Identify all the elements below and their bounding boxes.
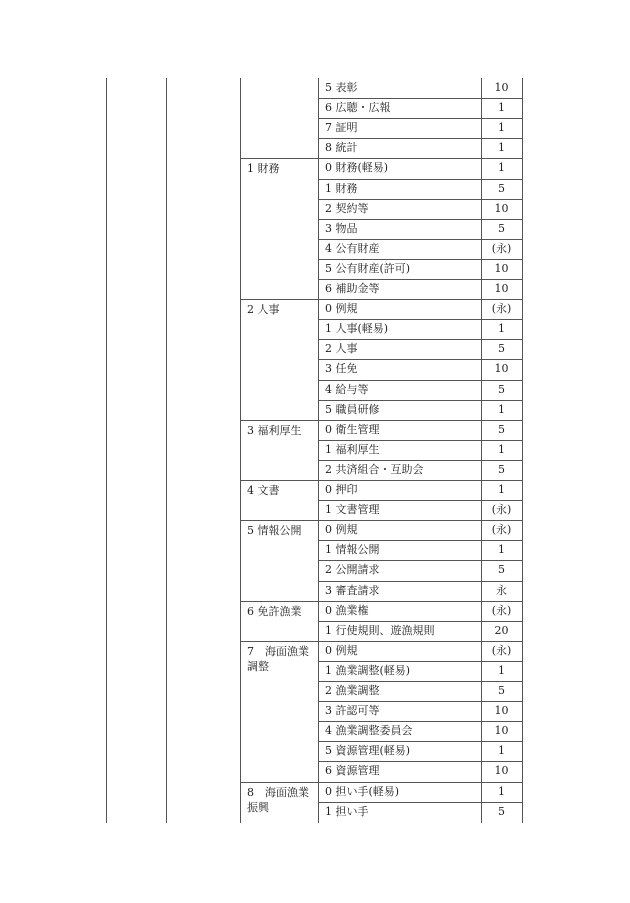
row-divider bbox=[318, 621, 522, 622]
row-divider bbox=[318, 500, 522, 501]
category-label: 8 海面漁業 bbox=[247, 785, 309, 799]
retention-years: 5 bbox=[498, 382, 505, 396]
retention-years: 1 bbox=[498, 744, 505, 758]
row-divider bbox=[318, 581, 522, 582]
item-label: 3 許認可等 bbox=[325, 704, 380, 718]
retention-years: 5 bbox=[498, 342, 505, 356]
item-label: 1 人事(軽易) bbox=[325, 322, 389, 336]
row-divider bbox=[318, 380, 522, 381]
item-label: 1 財務 bbox=[325, 181, 358, 195]
retention-years: 1 bbox=[498, 121, 505, 135]
retention-years: 10 bbox=[494, 704, 509, 718]
group-divider bbox=[240, 601, 522, 602]
category-label: 振興 bbox=[247, 800, 269, 814]
group-divider bbox=[240, 520, 522, 521]
item-label: 5 表彰 bbox=[325, 81, 358, 94]
retention-years: 10 bbox=[494, 282, 509, 295]
item-label: 0 漁業権 bbox=[325, 603, 369, 617]
item-label: 8 統計 bbox=[325, 141, 358, 155]
row-divider bbox=[318, 661, 522, 662]
item-label: 4 給与等 bbox=[325, 382, 369, 396]
item-label: 0 衛生管理 bbox=[325, 422, 380, 436]
category-label: 7 海面漁業 bbox=[247, 644, 309, 658]
retention-years: 1 bbox=[498, 784, 505, 798]
row-divider bbox=[318, 741, 522, 742]
item-label: 2 共済組合・互助会 bbox=[325, 462, 424, 476]
row-divider bbox=[318, 701, 522, 702]
retention-years: 1 bbox=[498, 663, 505, 677]
retention-years: 5 bbox=[498, 462, 505, 476]
retention-years: 10 bbox=[494, 201, 509, 215]
row-divider bbox=[318, 359, 522, 360]
item-label: 1 文書管理 bbox=[325, 503, 380, 517]
row-divider bbox=[318, 339, 522, 340]
item-label: 3 物品 bbox=[325, 221, 358, 235]
row-divider bbox=[318, 179, 522, 180]
retention-years: (永) bbox=[491, 241, 512, 255]
row-divider bbox=[318, 279, 522, 280]
item-label: 4 漁業調整委員会 bbox=[325, 724, 413, 738]
retention-years: (永) bbox=[491, 603, 512, 617]
row-divider bbox=[318, 138, 522, 139]
row-divider bbox=[318, 802, 522, 803]
item-label: 0 例規 bbox=[325, 643, 358, 657]
row-divider bbox=[318, 540, 522, 541]
item-label: 1 担い手 bbox=[325, 804, 369, 818]
column-rule bbox=[240, 78, 241, 823]
group-divider bbox=[240, 299, 522, 300]
group-divider bbox=[240, 641, 522, 642]
row-divider bbox=[318, 239, 522, 240]
column-rule bbox=[522, 78, 523, 823]
row-divider bbox=[318, 199, 522, 200]
retention-years: 10 bbox=[494, 362, 509, 376]
column-rule bbox=[106, 78, 107, 823]
item-label: 5 職員研修 bbox=[325, 402, 380, 416]
retention-years: (永) bbox=[491, 523, 512, 537]
item-label: 3 任免 bbox=[325, 362, 358, 376]
category-label: 6 免許漁業 bbox=[247, 604, 302, 618]
retention-years: 5 bbox=[498, 221, 505, 235]
row-divider bbox=[318, 98, 522, 99]
retention-years: 5 bbox=[498, 422, 505, 436]
item-label: 2 契約等 bbox=[325, 201, 369, 215]
category-label: 3 福利厚生 bbox=[247, 423, 302, 437]
category-label: 4 文書 bbox=[247, 484, 280, 497]
category-label: 調整 bbox=[247, 659, 269, 673]
retention-years: (永) bbox=[491, 503, 512, 517]
item-label: 4 公有財産 bbox=[325, 241, 380, 255]
column-rule bbox=[166, 78, 167, 823]
retention-years: 1 bbox=[498, 543, 505, 557]
retention-years: 1 bbox=[498, 322, 505, 336]
row-divider bbox=[318, 460, 522, 461]
item-label: 7 証明 bbox=[325, 121, 358, 135]
item-label: 5 資源管理(軽易) bbox=[325, 744, 411, 758]
retention-years: 5 bbox=[498, 563, 505, 577]
row-divider bbox=[318, 118, 522, 119]
row-divider bbox=[318, 259, 522, 260]
item-label: 0 担い手(軽易) bbox=[325, 784, 400, 798]
item-label: 6 資源管理 bbox=[325, 764, 380, 778]
retention-years: 1 bbox=[498, 402, 505, 416]
retention-years: 1 bbox=[498, 483, 505, 496]
retention-years: 1 bbox=[498, 442, 505, 456]
item-label: 0 例規 bbox=[325, 302, 358, 316]
retention-years: 1 bbox=[498, 141, 505, 155]
row-divider bbox=[318, 440, 522, 441]
category-label: 5 情報公開 bbox=[247, 524, 302, 538]
item-label: 1 福利厚生 bbox=[325, 442, 380, 456]
item-label: 6 広聴・広報 bbox=[325, 101, 391, 115]
retention-years: 1 bbox=[498, 161, 505, 175]
item-label: 0 財務(軽易) bbox=[325, 161, 389, 175]
row-divider bbox=[318, 560, 522, 561]
item-label: 2 漁業調整 bbox=[325, 684, 380, 697]
retention-years: 10 bbox=[494, 261, 509, 275]
item-label: 2 公開請求 bbox=[325, 563, 380, 577]
item-label: 1 情報公開 bbox=[325, 543, 380, 557]
row-divider bbox=[318, 721, 522, 722]
row-divider bbox=[318, 400, 522, 401]
retention-years: 5 bbox=[498, 804, 505, 818]
retention-years: (永) bbox=[491, 643, 512, 657]
item-label: 0 例規 bbox=[325, 523, 358, 537]
item-label: 5 公有財産(許可) bbox=[325, 261, 411, 275]
retention-years: 5 bbox=[498, 684, 505, 697]
category-label: 1 財務 bbox=[247, 162, 280, 176]
item-label: 3 審査請求 bbox=[325, 583, 380, 597]
group-divider bbox=[240, 782, 522, 783]
item-label: 1 漁業調整(軽易) bbox=[325, 663, 411, 677]
retention-years: (永) bbox=[491, 302, 512, 316]
item-label: 1 行使規則、遊漁規則 bbox=[325, 623, 435, 637]
row-divider bbox=[318, 761, 522, 762]
row-divider bbox=[318, 681, 522, 682]
retention-years: 20 bbox=[494, 623, 509, 637]
retention-years: 永 bbox=[496, 583, 507, 597]
item-label: 0 押印 bbox=[325, 483, 358, 496]
retention-years: 5 bbox=[498, 181, 505, 195]
item-label: 6 補助金等 bbox=[325, 282, 380, 295]
column-rule bbox=[318, 78, 319, 823]
group-divider bbox=[240, 420, 522, 421]
retention-years: 10 bbox=[494, 724, 509, 738]
category-label: 2 人事 bbox=[247, 303, 280, 317]
group-divider bbox=[240, 158, 522, 159]
retention-years: 10 bbox=[494, 764, 509, 778]
row-divider bbox=[318, 219, 522, 220]
retention-years: 1 bbox=[498, 101, 505, 115]
item-label: 2 人事 bbox=[325, 342, 358, 356]
row-divider bbox=[318, 319, 522, 320]
group-divider bbox=[240, 480, 522, 481]
retention-years: 10 bbox=[494, 81, 509, 94]
